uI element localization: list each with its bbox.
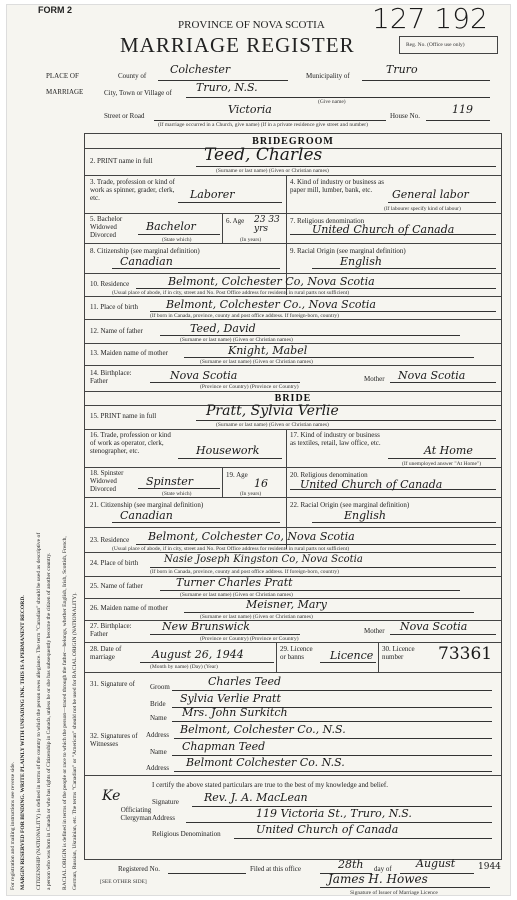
place-note: (If marriage occurred in a Church, give name) (If in a private residence give street and number) xyxy=(158,122,368,128)
bride-birthplace-mother: Nova Scotia xyxy=(400,620,468,633)
bride-religion-value: United Church of Canada xyxy=(300,478,443,491)
bride-birthplace-value: Nasie Joseph Kingston Co, Nova Scotia xyxy=(164,554,363,565)
bride-industry-label: 17. Kind of industry or business as textiles, retail, law office, etc. xyxy=(290,431,381,447)
bride-birthplace-father-label: 27. Birthplace: Father xyxy=(90,622,132,638)
groom-citizenship-label: 8. Citizenship (see marginal definition) xyxy=(90,247,200,255)
bride-birthplace-sub: (Province or Country) (Province or Country) xyxy=(200,636,299,642)
bride-age-label: 19. Age xyxy=(226,471,248,479)
filed-day: 28th xyxy=(338,858,364,871)
place-label-1: PLACE OF xyxy=(46,72,79,80)
bride-father-value: Turner Charles Pratt xyxy=(176,576,293,589)
groom-birthplace-sub: (Province or Country) (Province or Country) xyxy=(200,384,299,390)
margin-text-5: RACIAL ORIGIN is defined in terms of the people or race to which the person—traced through the father—belongs, whether English, Irish, Scottish, French, xyxy=(62,536,68,890)
issuer-signature: James H. Howes xyxy=(328,872,428,886)
place-label-2: MARRIAGE xyxy=(46,88,84,96)
groom-residence-sub: (Usual place of abode, if in city, street and No. Post Office address for residents in rural parts not sufficient) xyxy=(112,290,350,296)
groom-mother-label: 13. Maiden name of mother xyxy=(90,349,168,357)
bride-status-label: 18. Spinster Widowed Divorced xyxy=(90,469,124,493)
margin-text-2: MARGIN RESERVED FOR BINDING. WRITE PLAINLY WITH UNFADING INK. THIS IS A PERMANENT RECORD. xyxy=(20,595,26,890)
groom-status-sub: (State which) xyxy=(162,237,192,243)
groom-father-sub: (Surname or last name) (Given or Christian names) xyxy=(180,337,293,343)
bride-signature: Sylvia Verlie Pratt xyxy=(180,692,281,705)
city-label: City, Town or Village of xyxy=(104,89,172,97)
w2-name-label: Name xyxy=(150,748,167,756)
w2-address-label: Address xyxy=(146,764,169,772)
bride-citizenship-value: Canadian xyxy=(120,509,173,522)
bride-industry-sub: (If unemployed answer "At Home") xyxy=(402,461,482,467)
bride-name-sub: (Surname or last name) (Given or Christian names) xyxy=(216,422,329,428)
bride-trade-value: Housework xyxy=(196,444,260,457)
w1-name-label: Name xyxy=(150,714,167,722)
witness-1-name: Mrs. John Surkitch xyxy=(182,706,288,719)
bride-birthplace-father: New Brunswick xyxy=(162,620,250,633)
witness-1-address: Belmont, Colchester Co., N.S. xyxy=(180,723,346,736)
house-label: House No. xyxy=(390,112,420,120)
registered-label: Registered No. xyxy=(118,865,160,873)
groom-industry-value: General labor xyxy=(392,188,469,201)
groom-father-label: 12. Name of father xyxy=(90,327,143,335)
bride-residence-sub: (Usual place of abode, if in city, street and No. Post Office address for residents in rural parts not sufficient) xyxy=(112,546,350,552)
bride-racial-label: 22. Racial Origin (see marginal definition) xyxy=(290,501,410,509)
groom-trade-label: 3. Trade, profession or kind of work as spinner, grader, clerk, etc. xyxy=(90,178,175,202)
groom-name-value: Teed, Charles xyxy=(204,145,323,165)
marriage-date-sub: (Month by name) (Day) (Year) xyxy=(150,664,218,670)
bride-father-label: 25. Name of father xyxy=(90,582,143,590)
marriage-date-label: 28. Date of marriage xyxy=(90,645,122,661)
groom-birthplace-label: 11. Place of birth xyxy=(90,303,138,311)
bride-citizenship-label: 21. Citizenship (see marginal definition) xyxy=(90,501,204,509)
licence-banns-value: Licence xyxy=(330,649,374,662)
groom-name-sub: (Surname or last name) (Given or Christian names) xyxy=(216,168,329,174)
groom-birthplace-sub: (If born in Canada, province, county and post office address. If foreign-born, country) xyxy=(150,313,339,319)
bride-status-sub: (State which) xyxy=(162,491,192,497)
groom-birthplace-mother-label: Mother xyxy=(364,375,385,383)
margin-text-1: For registration and mailing instructions see reverse side. xyxy=(10,761,16,890)
bride-residence-label: 23. Residence xyxy=(90,536,130,544)
bride-residence-value: Belmont, Colchester Co, Nova Scotia xyxy=(148,530,355,543)
filed-label: Filed at this office xyxy=(250,865,301,873)
marriage-date-value: August 26, 1944 xyxy=(152,648,244,661)
bride-age-sub: (In years) xyxy=(240,491,262,497)
bride-religion-label: 20. Religious denomination xyxy=(290,471,368,479)
see-other-side: [SEE OTHER SIDE] xyxy=(100,879,147,885)
give-name-hint: (Give name) xyxy=(318,99,346,105)
street-value: Victoria xyxy=(228,103,272,116)
issuer-label: Signature of Issuer of Marriage Licence xyxy=(350,890,438,896)
margin-text-6: German, Russian, Ukrainian, etc. The terms "Canadian" or "American" should not be used for RACIAL ORIGIN (NATIONALITY). xyxy=(72,592,78,890)
bride-heading: BRIDE xyxy=(274,393,312,404)
licence-number-label: 30. Licence number xyxy=(382,645,415,661)
bride-birthplace-label: 24. Place of birth xyxy=(90,559,139,567)
groom-birthplace-father: Nova Scotia xyxy=(170,369,238,382)
groom-residence-value: Belmont, Colchester Co, Nova Scotia xyxy=(168,275,375,288)
groom-sig-label: Groom xyxy=(150,683,170,691)
groom-racial-label: 9. Racial Origin (see marginal definition) xyxy=(290,247,406,255)
bride-birthplace-mother-label: Mother xyxy=(364,627,385,635)
groom-citizenship-value: Canadian xyxy=(120,255,173,268)
groom-racial-value: English xyxy=(340,255,382,268)
bride-birthplace-sub: (If born in Canada, province, county and post office address. If foreign-born, country) xyxy=(150,569,339,575)
groom-status-value: Bachelor xyxy=(146,220,196,233)
licence-banns-label: 29. Licence or banns xyxy=(280,645,313,661)
bride-mother-value: Meisner, Mary xyxy=(246,598,327,611)
bride-mother-label: 26. Maiden name of mother xyxy=(90,604,168,612)
city-value: Truro, N.S. xyxy=(196,81,258,94)
province-title: PROVINCE OF NOVA SCOTIA xyxy=(178,19,325,31)
bride-father-sub: (Surname or last name) (Given or Christian names) xyxy=(180,592,293,598)
bride-industry-value: At Home xyxy=(424,444,473,457)
certification-text: I certify the above stated particulars are true to the best of my knowledge and belief. xyxy=(152,781,388,789)
licence-number-value: 73361 xyxy=(438,644,493,664)
groom-age-label: 6. Age xyxy=(226,217,245,225)
bride-name-value: Pratt, Sylvia Verlie xyxy=(206,403,339,419)
witness-2-address: Belmont Colchester Co. N.S. xyxy=(186,756,345,769)
groom-name-label: 2. PRINT name in full xyxy=(90,157,153,165)
clergy-signature: Rev. J. A. MacLean xyxy=(204,791,308,804)
groom-father-value: Teed, David xyxy=(190,322,256,335)
page-title: MARRIAGE REGISTER xyxy=(120,33,355,57)
county-label: County of xyxy=(118,72,147,80)
bridegroom-heading: BRIDEGROOM xyxy=(252,136,334,147)
groom-signature: Charles Teed xyxy=(208,675,282,688)
reg-no-label: Reg. No. (Office use only) xyxy=(406,42,465,48)
document-number: 127 192 xyxy=(372,2,488,35)
witness-2-name: Chapman Teed xyxy=(182,740,266,753)
groom-age-value: 23 33 yrs xyxy=(254,215,280,234)
groom-residence-label: 10. Residence xyxy=(90,280,130,288)
groom-industry-sub: (If labourer specify kind of labour) xyxy=(384,206,461,212)
street-label: Street or Road xyxy=(104,112,145,120)
groom-age-sub: (In years) xyxy=(240,237,262,243)
officiating-label: Officiating Clergyman xyxy=(120,806,152,822)
house-value: 119 xyxy=(452,103,473,116)
filed-year: 1944 xyxy=(478,862,501,872)
groom-birthplace-mother: Nova Scotia xyxy=(398,369,466,382)
bride-mother-sub: (Surname or last name) (Given or Christian names) xyxy=(200,614,313,620)
clergy-denom-label: Religious Denomination xyxy=(152,830,221,838)
form-label: FORM 2 xyxy=(38,5,73,15)
signature-of-label: 31. Signature of xyxy=(90,680,135,688)
municipality-value: Truro xyxy=(386,63,418,76)
clergy-address-label: Address xyxy=(152,814,175,822)
w1-address-label: Address xyxy=(146,731,169,739)
bride-racial-value: English xyxy=(344,509,386,522)
filed-month: August xyxy=(416,857,456,870)
groom-trade-value: Laborer xyxy=(190,188,235,201)
municipality-label: Municipality of xyxy=(306,72,350,80)
bride-sig-label: Bride xyxy=(150,700,166,708)
groom-religion-label: 7. Religious denomination xyxy=(290,217,365,225)
clergy-denom: United Church of Canada xyxy=(256,823,399,836)
groom-mother-sub: (Surname or last name) (Given or Christian names) xyxy=(200,359,313,365)
clergy-address: 119 Victoria St., Truro, N.S. xyxy=(256,807,412,820)
bride-age-value: 16 xyxy=(254,477,268,490)
clergy-sig-label: Signature xyxy=(152,798,179,806)
day-of-label: day of xyxy=(374,865,392,873)
margin-text-3: CITIZENSHIP (NATIONALITY) is defined in terms of the country to which the person owes allegiance. The term "Canadian" should be used as descriptive of xyxy=(36,532,42,890)
groom-birthplace-value: Belmont, Colchester Co., Nova Scotia xyxy=(166,298,376,311)
clergy-initials: Ke xyxy=(102,788,121,804)
margin-text-4: a person who was born in Canada or who has rights of Citizenship in Canada, unless he or she has subsequently become the citizen of another country. xyxy=(46,552,52,890)
groom-mother-value: Knight, Mabel xyxy=(228,344,308,357)
groom-status-label: 5. Bachelor Widowed Divorced xyxy=(90,215,123,239)
groom-birthplace-father-label: 14. Birthplace: Father xyxy=(90,369,132,385)
bride-name-label: 15. PRINT name in full xyxy=(90,412,157,420)
groom-industry-label: 4. Kind of industry or business as paper mill, lumber, bank, etc. xyxy=(290,178,384,194)
groom-religion-value: United Church of Canada xyxy=(312,223,455,236)
bride-status-value: Spinster xyxy=(146,475,194,488)
county-value: Colchester xyxy=(170,63,231,76)
bride-trade-label: 16. Trade, profession or kind of work as operator, clerk, stenographer, etc. xyxy=(90,431,171,455)
witnesses-label: 32. Signatures of Witnesses xyxy=(90,732,138,748)
